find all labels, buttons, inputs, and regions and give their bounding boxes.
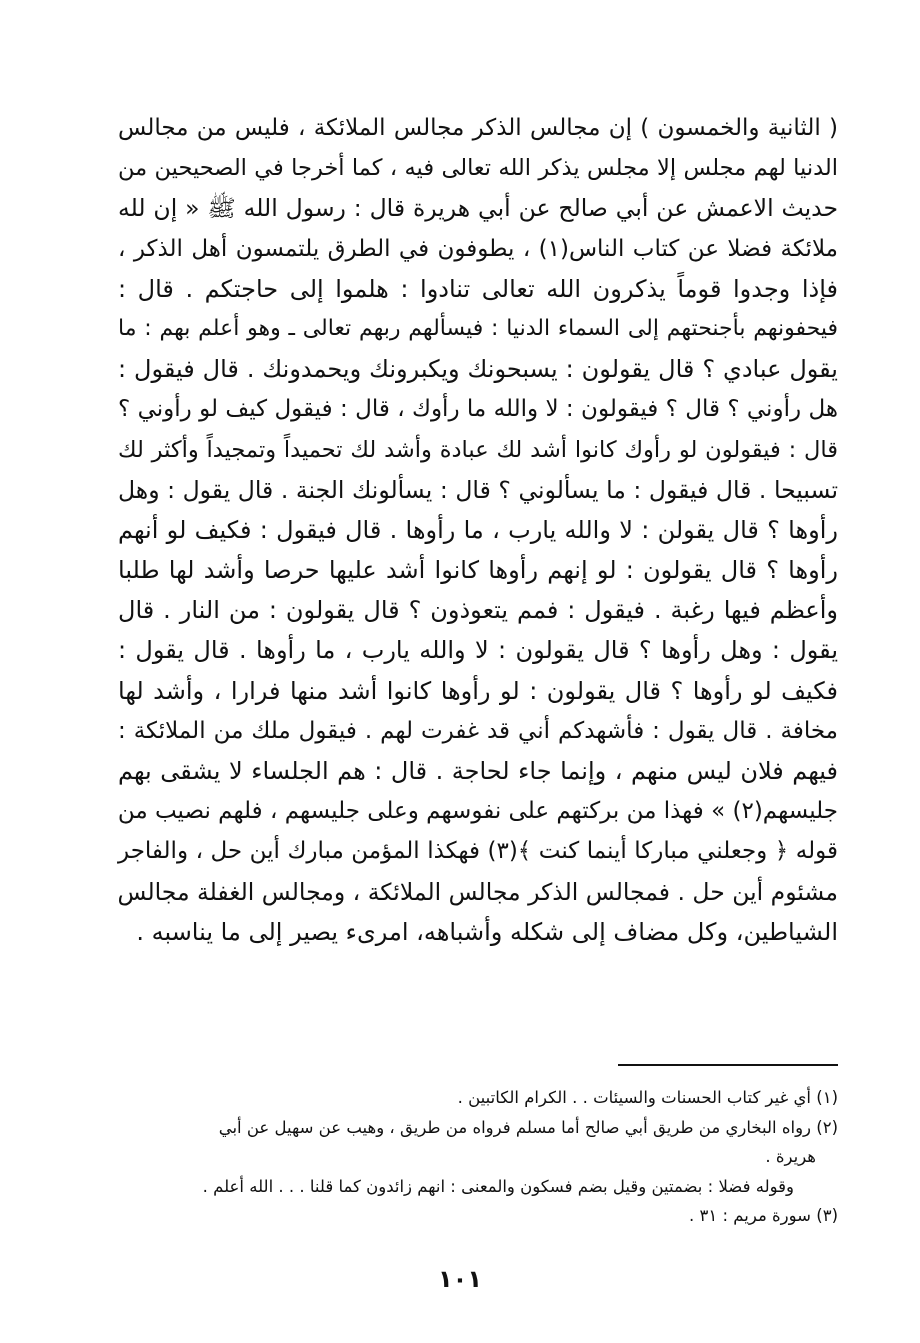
text-line: يقول عبادي ؟ قال يقولون : يسبحونك ويكبرونك ويحمدونك . قال فيقول : (118, 355, 838, 384)
text-line: رأوها ؟ قال يقولن : لا والله يارب ، ما رأوها . قال فيقول : فكيف لو أنهم (118, 515, 838, 544)
footnotes (118, 1083, 838, 1231)
text-line: قال : فيقولون لو رأوك كانوا أشد لك عبادة وأشد لك تحميداً وتمجيداً وأكثر لك (118, 436, 838, 463)
text-line: الدنيا لهم مجلس إلا مجلس يذكر الله تعالى فيه ، كما أخرجا في الصحيحين من (118, 155, 838, 182)
text-line: هل رأوني ؟ قال ؟ فيقولون : لا والله ما رأوك ، قال : فيقول كيف لو رأوني ؟ (118, 396, 838, 423)
main-text (118, 108, 838, 952)
footnote-2: (٢) رواه البخاري من طريق أبي صالح أما مسلم فرواه من طريق ، وهيب عن سهيل عن أبي (218, 1117, 838, 1137)
text-line: مخافة . قال يقول : فأشهدكم أني قد غفرت لهم . فيقول ملك من الملائكة : (118, 717, 838, 744)
text-line: الشياطين، وكل مضاف إلى شكله وأشباهه، امرىء يصير إلى ما يناسبه . (136, 917, 838, 946)
text-line: تسبيحا . قال فيقول : ما يسألوني ؟ قال : يسألونك الجنة . قال يقول : وهل (118, 475, 838, 504)
text-line: يقول : وهل رأوها ؟ قال يقولون : لا والله يارب ، ما رأوها . قال يقول : (118, 636, 838, 665)
text-line: فكيف لو رأوها ؟ قال يقولون : لو رأوها كانوا أشد منها فرارا ، وأشد لها (118, 676, 838, 705)
text-line: قوله ﴿ وجعلني مباركا أينما كنت ﴾(٣) فهكذا المؤمن مبارك أين حل ، والفاجر (118, 838, 838, 865)
footnote-note: وقوله فضلا : بضمتين وقيل بضم فسكون والمعنى : انهم زائدون كما قلنا . . . الله أعلم . (202, 1176, 794, 1196)
footnote-3: (٣) سورة مريم : ٣١ . (688, 1206, 838, 1225)
text-line: فيحفونهم بأجنحتهم إلى السماء الدنيا : فيسألهم ربهم تعالى ـ وهو أعلم بهم : ما (118, 315, 838, 341)
text-line: حديث الاعمش عن أبي صالح عن أبي هريرة قال : رسول الله ﷺ « إن لله (118, 194, 838, 223)
text-line: فيهم فلان ليس منهم ، وإنما جاء لحاجة . قال : هم الجلساء لا يشقى بهم (118, 757, 838, 785)
footnote-divider (618, 1064, 838, 1066)
text-line: مشئوم أين حل . فمجالس الذكر مجالس الملائكة ، ومجالس الغفلة مجالس (117, 877, 838, 906)
footnote-2-continued: هريرة . (765, 1147, 816, 1166)
text-line: رأوها ؟ قال يقولون : لو إنهم رأوها كانوا أشد عليها حرصا وأشد لها طلبا (118, 556, 838, 585)
footnote-1: (١) أي غير كتاب الحسنات والسيئات . . الكرام الكاتبين . (457, 1088, 838, 1107)
text-line: وأعظم فيها رغبة . فيقول : فمم يتعوذون ؟ قال يقولون : من النار . قال (118, 596, 838, 625)
text-line: ملائكة فضلا عن كتاب الناس(١) ، يطوفون في الطرق يلتمسون أهل الذكر ، (118, 235, 838, 262)
page-number: ١٠١ (438, 1265, 482, 1293)
text-line: جليسهم(٢) » فهذا من بركتهم على نفوسهم وعلى جليسهم ، فلهم نصيب من (117, 798, 838, 825)
text-line: فإذا وجدوا قوماً يذكرون الله تعالى تنادوا : هلموا إلى حاجتكم . قال : (118, 274, 838, 303)
text-line: ( الثانية والخمسون ) إن مجالس الذكر مجالس الملائكة ، فليس من مجالس (118, 115, 838, 141)
